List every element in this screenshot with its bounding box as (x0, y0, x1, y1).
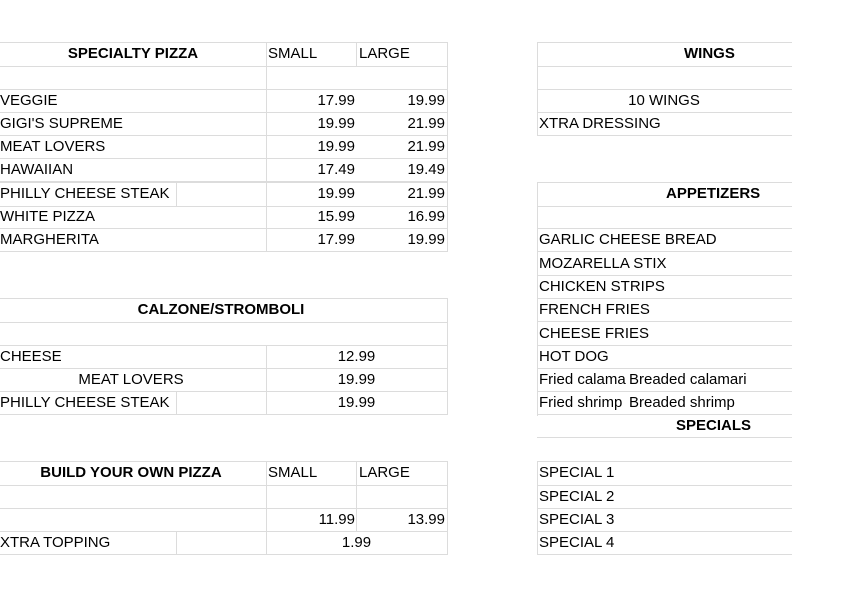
appetizer-item: FRENCH FRIES (539, 301, 650, 318)
specialty-item-small: 17.99 (317, 92, 355, 109)
special-item: SPECIAL 3 (539, 511, 615, 528)
wings-header-row (537, 42, 792, 67)
specialty-item-name: HAWAIIAN (0, 161, 74, 178)
appetizer-item: MOZARELLA STIX (539, 255, 667, 272)
appetizers-blank-row (537, 205, 792, 229)
special-item: SPECIAL 2 (539, 488, 615, 505)
calzone-item-name: CHEESE (0, 348, 62, 365)
calzone-item-name: MEAT LOVERS (78, 371, 184, 388)
byo-extra-price: 1.99 (341, 534, 372, 551)
appetizer-fried-shrimp: Fried shrimp (539, 394, 623, 411)
grid-line (356, 461, 357, 531)
grid-line (537, 182, 538, 416)
byo-extra-label: XTRA TOPPING (0, 534, 111, 551)
calzone-item-price: 12.99 (337, 348, 376, 365)
specialty-item-large: 21.99 (407, 138, 445, 155)
wings-blank-row (537, 66, 792, 90)
calzone-title: CALZONE/STROMBOLI (137, 301, 305, 318)
grid-line (447, 298, 448, 415)
specialty-item-large: 19.99 (407, 92, 445, 109)
calzone-item-price: 19.99 (337, 371, 376, 388)
specialty-item-large: 21.99 (407, 115, 445, 132)
appetizer-item: CHICKEN STRIPS (539, 278, 665, 295)
specialty-item-large: 19.49 (407, 161, 445, 178)
specialty-item-large: 16.99 (407, 208, 445, 225)
grid-line (266, 42, 267, 252)
specialty-item-name: VEGGIE (0, 92, 58, 109)
specialty-item-name: PHILLY CHEESE STEAK (0, 185, 170, 202)
specialty-item-small: 19.99 (317, 115, 355, 132)
grid-line (447, 461, 448, 555)
appetizer-breaded-calamari: Breaded calamari (629, 371, 747, 388)
appetizer-item: CHEESE FRIES (539, 325, 650, 342)
appetizer-item: GARLIC CHEESE BREAD (539, 231, 717, 248)
grid-line (266, 461, 267, 555)
specialty-title: SPECIALTY PIZZA (67, 45, 199, 62)
specialty-item-small: 17.49 (317, 161, 355, 178)
specialty-blank-row (0, 66, 447, 90)
appetizer-breaded-shrimp: Breaded shrimp (629, 394, 735, 411)
appetizers-title: APPETIZERS (666, 185, 761, 202)
special-item: SPECIAL 1 (539, 464, 615, 481)
wings-item: XTRA DRESSING (539, 115, 661, 132)
byo-large-price: 13.99 (407, 511, 445, 528)
appetizer-item: HOT DOG (539, 348, 609, 365)
byo-blank-row (0, 485, 447, 509)
grid-line (537, 42, 538, 136)
specialty-item-name: GIGI'S SUPREME (0, 115, 123, 132)
grid-line (356, 42, 357, 66)
wings-title: WINGS (684, 45, 735, 62)
special-item: SPECIAL 4 (539, 534, 615, 551)
wings-item: 10 WINGS (628, 92, 700, 109)
specialty-item-large: 21.99 (407, 185, 445, 202)
calzone-blank-row (0, 322, 447, 346)
specialty-item-small: 19.99 (317, 138, 355, 155)
byo-title: BUILD YOUR OWN PIZZA (40, 464, 222, 481)
grid-line (176, 391, 177, 415)
grid-line (176, 531, 177, 555)
byo-small-price: 11.99 (318, 511, 355, 528)
specialty-item-large: 19.99 (407, 231, 445, 248)
grid-line (176, 182, 177, 206)
specials-title: SPECIALS (676, 417, 752, 434)
calzone-item-name: PHILLY CHEESE STEAK (0, 394, 170, 411)
specialty-small-label: SMALL (268, 45, 318, 62)
calzone-item-price: 19.99 (337, 394, 376, 411)
grid-line (447, 42, 448, 252)
byo-small-label: SMALL (268, 464, 318, 481)
grid-line (537, 461, 538, 555)
specialty-item-small: 17.99 (317, 231, 355, 248)
specialty-item-name: MEAT LOVERS (0, 138, 106, 155)
specialty-item-small: 15.99 (317, 208, 355, 225)
grid-line (266, 345, 267, 415)
specialty-item-name: MARGHERITA (0, 231, 99, 248)
appetizer-fried-calamari: Fried calama (539, 371, 626, 388)
specialty-item-name: WHITE PIZZA (0, 208, 95, 225)
specialty-item-small: 19.99 (317, 185, 355, 202)
specialty-large-label: LARGE (359, 45, 410, 62)
byo-large-label: LARGE (359, 464, 410, 481)
specials-header-row (537, 414, 792, 438)
